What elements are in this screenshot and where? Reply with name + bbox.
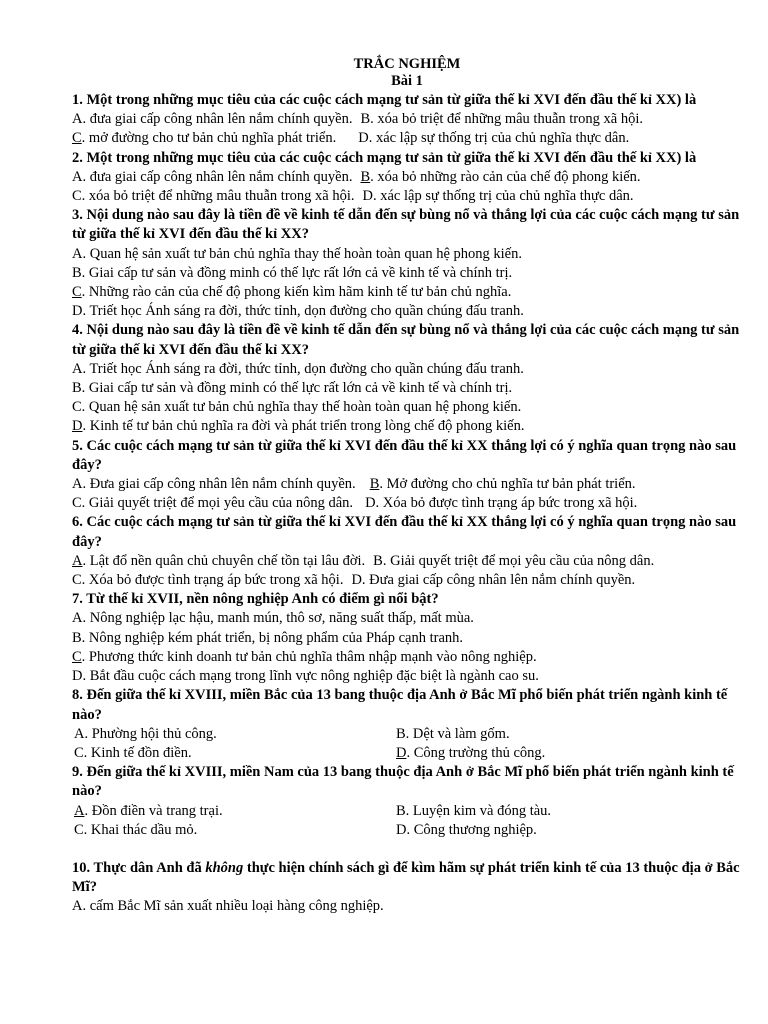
option-b[interactable]: B. Luyện kim và đóng tàu.: [396, 802, 552, 819]
question-10: 10. Thực dân Anh đã không thực hiện chính sách gì để kìm hãm sự phát triển kinh tế của 13 thuộc địa ở Bắc Mĩ?: [72, 859, 740, 896]
option-d[interactable]: D. Bắt đầu cuộc cách mạng trong lĩnh vực nông nghiệp đặc biệt là ngành cao su.: [72, 668, 539, 685]
question-3: 3. Nội dung nào sau đây là tiền đề về kinh tế dẫn đến sự bùng nổ và thắng lợi của các cuộc cách mạng tư sản từ giữa thế kỉ XVI đến đầu thế kỉ XX?: [72, 207, 740, 243]
page-title: TRẮC NGHIỆM: [353, 56, 461, 72]
option-d[interactable]: D. xác lập sự thống trị của chủ nghĩa thực dân.: [358, 130, 630, 147]
option-d[interactable]: D. Triết học Ánh sáng ra đời, thức tỉnh, dọn đường cho quần chúng đấu tranh.: [72, 303, 524, 320]
question-1: 1. Một trong những mục tiêu của các cuộc cách mạng tư sản từ giữa thế kỉ XVI đến đầu thế kỉ XX) là: [72, 92, 697, 108]
option-d[interactable]: D. Công trường thủ công.: [396, 744, 546, 761]
options-row: [72, 571, 742, 590]
question-2: 2. Một trong những mục tiêu của các cuộc cách mạng tư sản từ giữa thế kỉ XVI đến đầu thế kỉ XX) là: [72, 149, 697, 166]
option-d[interactable]: D. xác lập sự thống trị của chủ nghĩa thực dân.: [362, 188, 634, 205]
option-b[interactable]: B. Nông nghiệp kém phát triển, bị nông phẩm của Pháp cạnh tranh.: [72, 629, 464, 646]
question-6: 6. Các cuộc cách mạng tư sản từ giữa thế kỉ XVI đến đầu thế kỉ XX thắng lợi có ý nghĩa quan trọng nào sau đây?: [72, 514, 737, 550]
option-b[interactable]: B. Dệt và làm gốm.: [396, 725, 510, 742]
option-a[interactable]: A. đưa giai cấp công nhân lên nắm chính quyền.: [72, 111, 353, 128]
option-a[interactable]: A. Nông nghiệp lạc hậu, manh mún, thô sơ, năng suất thấp, mất mùa.: [72, 610, 474, 627]
option-a[interactable]: A. Phường hội thủ công.: [74, 725, 217, 742]
options-grid: [72, 802, 742, 840]
option-a[interactable]: A. Lật đổ nền quân chủ chuyên chế tồn tại lâu đời.: [72, 552, 366, 569]
options-row: [72, 187, 742, 206]
question-4: 4. Nội dung nào sau đây là tiền đề về kinh tế dẫn đến sự bùng nổ và thắng lợi của các cuộc cách mạng tư sản từ giữa thế kỉ XVI đến đầu thế kỉ XX?: [72, 322, 740, 358]
spacer: [72, 840, 742, 859]
options-row: [72, 110, 742, 129]
option-a[interactable]: A. Quan hệ sản xuất tư bản chủ nghĩa thay thế hoàn toàn quan hệ phong kiến.: [72, 245, 522, 262]
option-d[interactable]: D. Công thương nghiệp.: [396, 821, 537, 838]
option-b[interactable]: B. Giai cấp tư sản và đồng minh có thế lực rất lớn cả về kinh tế và chính trị.: [72, 264, 513, 281]
option-d[interactable]: D. Đưa giai cấp công nhân lên nắm chính quyền.: [351, 572, 636, 589]
option-c[interactable]: C. Giải quyết triệt để mọi yêu cầu của nông dân.: [72, 495, 354, 512]
options-row: [72, 494, 742, 513]
option-c[interactable]: C. Kinh tế đồn điền.: [74, 744, 192, 761]
option-c[interactable]: C. Phương thức kinh doanh tư bản chủ nghĩa thâm nhập mạnh vào nông nghiệp.: [72, 648, 537, 665]
option-b[interactable]: B. Giai cấp tư sản và đồng minh có thế lực rất lớn cả về kinh tế và chính trị.: [72, 380, 513, 397]
question-8: 8. Đến giữa thế kỉ XVIII, miền Bắc của 13 bang thuộc địa Anh ở Bắc Mĩ phổ biến phát triển ngành kinh tế nào?: [72, 687, 728, 723]
option-b[interactable]: B. Mở đường cho chủ nghĩa tư bản phát triển.: [369, 476, 636, 493]
option-c[interactable]: C. Khai thác dầu mỏ.: [74, 821, 198, 838]
option-c[interactable]: C. Quan hệ sản xuất tư bản chủ nghĩa thay thế hoàn toàn quan hệ phong kiến.: [72, 399, 522, 416]
option-b[interactable]: B. Giải quyết triệt để mọi yêu cầu của nông dân.: [373, 552, 655, 569]
lesson-title: Bài 1: [391, 73, 423, 89]
options-row: [72, 552, 742, 571]
options-row: [72, 475, 742, 494]
option-a[interactable]: A. Triết học Ánh sáng ra đời, thức tỉnh, dọn đường cho quần chúng đấu tranh.: [72, 360, 524, 377]
options-grid: [72, 725, 742, 763]
option-c[interactable]: C. mở đường cho tư bản chủ nghĩa phát triển.: [72, 130, 337, 147]
options-row: [72, 129, 742, 148]
question-7: 7. Từ thế kỉ XVII, nền nông nghiệp Anh có điểm gì nổi bật?: [72, 591, 439, 608]
option-b[interactable]: B. xóa bỏ triệt để những mâu thuẫn trong xã hội.: [360, 111, 643, 128]
option-a[interactable]: A. đưa giai cấp công nhân lên nắm chính quyền.: [72, 168, 353, 185]
document-page: [72, 56, 742, 917]
option-a[interactable]: A. Đưa giai cấp công nhân lên nắm chính quyền.: [72, 476, 356, 493]
question-9: 9. Đến giữa thế kỉ XVIII, miền Nam của 13 bang thuộc địa Anh ở Bắc Mĩ phổ biến phát triển ngành kinh tế nào?: [72, 764, 734, 800]
option-d[interactable]: D. Kinh tế tư bản chủ nghĩa ra đời và phát triển trong lòng chế độ phong kiến.: [72, 418, 525, 435]
option-c[interactable]: C. Xóa bỏ được tình trạng áp bức trong xã hội.: [72, 572, 344, 589]
options-row: [72, 168, 742, 187]
option-c[interactable]: C. Những rào cản của chế độ phong kiến kìm hãm kinh tế tư bản chủ nghĩa.: [72, 284, 512, 301]
emphasis-word: không: [205, 859, 244, 876]
option-b[interactable]: B. xóa bỏ những rào cản của chế độ phong kiến.: [360, 168, 641, 185]
option-a[interactable]: A. Đồn điền và trang trại.: [74, 802, 223, 819]
option-c[interactable]: C. xóa bỏ triệt để những mâu thuẫn trong xã hội.: [72, 188, 355, 205]
option-d[interactable]: D. Xóa bỏ được tình trạng áp bức trong xã hội.: [365, 495, 638, 512]
question-5: 5. Các cuộc cách mạng tư sản từ giữa thế kỉ XVI đến đầu thế kỉ XX thắng lợi có ý nghĩa quan trọng nào sau đây?: [72, 437, 737, 473]
option-a[interactable]: A. cấm Bắc Mĩ sản xuất nhiều loại hàng công nghiệp.: [72, 898, 384, 915]
